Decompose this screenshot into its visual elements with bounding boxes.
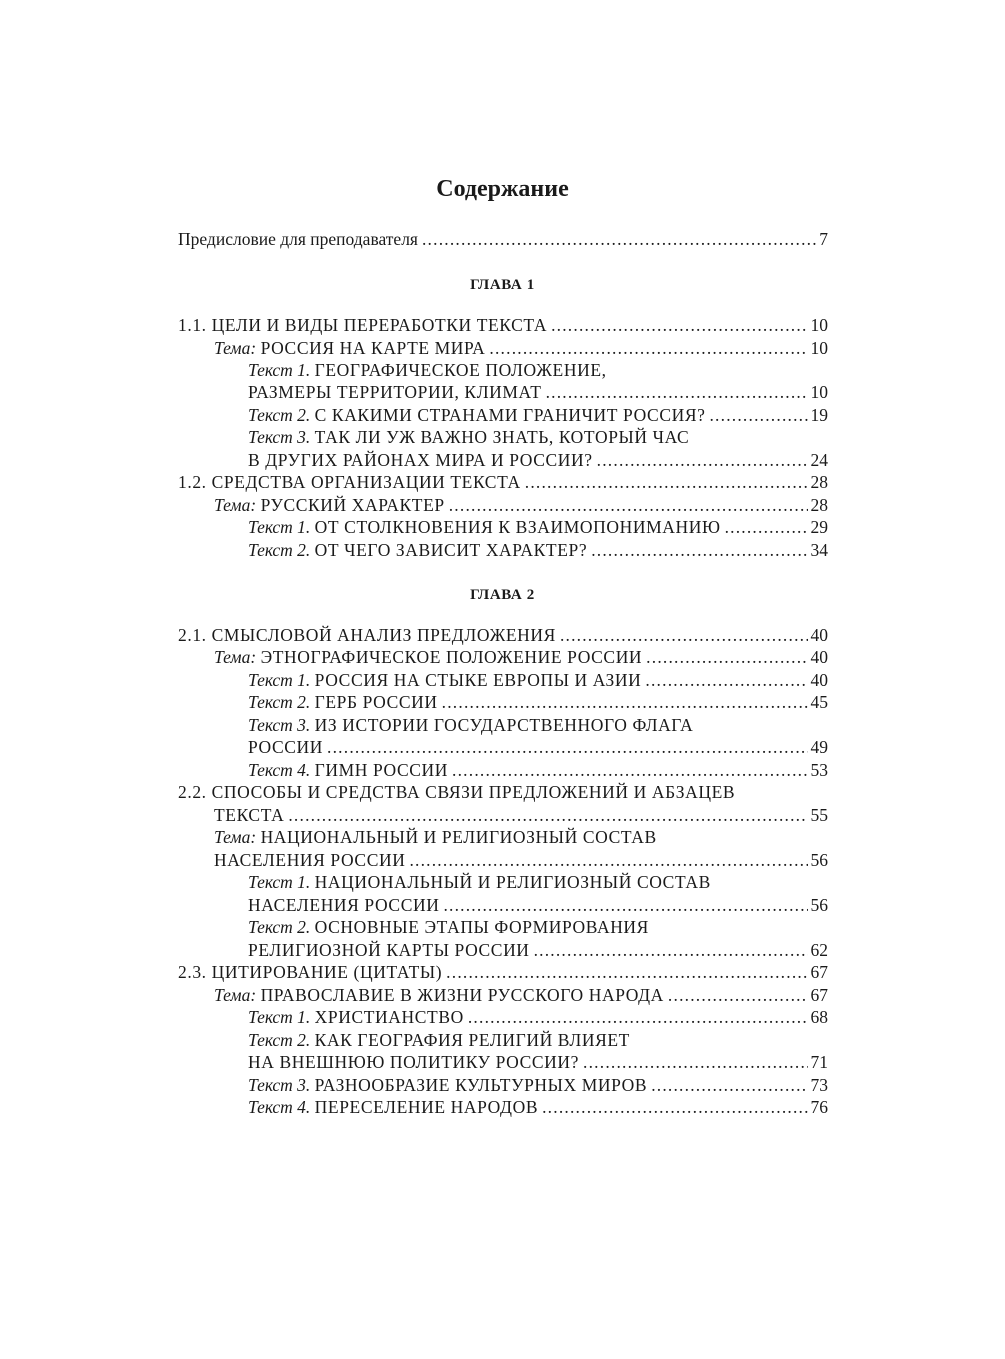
- toc-entry-text[interactable]: [248, 404, 828, 426]
- toc-entry-prefix: Текст 2.: [248, 917, 311, 937]
- toc-entry-label: НАЦИОНАЛЬНЫЙ И РЕЛИГИОЗНЫЙ СОСТАВ: [260, 827, 657, 847]
- toc-entry-text-line1[interactable]: [248, 871, 711, 893]
- toc-entry-label: КАК ГЕОГРАФИЯ РЕЛИГИЙ ВЛИЯЕТ: [314, 1030, 630, 1050]
- toc-entry-text[interactable]: [248, 759, 828, 781]
- toc-entry-section[interactable]: [178, 471, 828, 493]
- leader-dots: [449, 494, 808, 516]
- toc-entry-label: РОССИЯ НА КАРТЕ МИРА: [260, 338, 486, 358]
- toc-entry-text[interactable]: [248, 1006, 828, 1028]
- toc-entry-prefix: Текст 3.: [248, 715, 311, 735]
- toc-page-number: 71: [810, 1052, 828, 1072]
- toc-entry-label: РАЗМЕРЫ ТЕРРИТОРИИ, КЛИМАТ: [248, 382, 542, 402]
- toc-entry-topic[interactable]: [214, 849, 828, 871]
- leader-dots: [525, 471, 808, 493]
- toc-entry-topic[interactable]: [214, 646, 828, 668]
- toc-entry-prefix: Текст 1.: [248, 517, 311, 537]
- toc-entry-text-line1[interactable]: [248, 916, 649, 938]
- toc-page-number: 67: [810, 962, 828, 982]
- toc-entry-prefix: Текст 2.: [248, 405, 311, 425]
- toc-page-number: 10: [810, 338, 828, 358]
- toc-entry-label: ГЕРБ РОССИИ: [314, 692, 438, 712]
- toc-page-number: 24: [810, 450, 828, 470]
- toc-entry-prefix: Тема:: [214, 495, 257, 515]
- toc-entry-prefix: Тема:: [214, 827, 257, 847]
- toc-entry-topic-line1[interactable]: [214, 826, 657, 848]
- toc-entry-label: ПЕРЕСЕЛЕНИЕ НАРОДОВ: [314, 1097, 539, 1117]
- leader-dots: [327, 736, 807, 758]
- leader-dots: [534, 939, 808, 961]
- toc-entry-label: РУССКИЙ ХАРАКТЕР: [260, 495, 445, 515]
- toc-entry-topic[interactable]: [214, 337, 828, 359]
- toc-page-number: 76: [810, 1097, 828, 1117]
- toc-page-number: 45: [810, 692, 828, 712]
- toc-entry-label: 1.1. ЦЕЛИ И ВИДЫ ПЕРЕРАБОТКИ ТЕКСТА: [178, 315, 548, 335]
- toc-entry-prefix: Текст 3.: [248, 1075, 311, 1095]
- toc-entry-section[interactable]: [178, 314, 828, 336]
- leader-dots: [646, 646, 807, 668]
- toc-page-number: 29: [810, 517, 828, 537]
- toc-entry-section[interactable]: [178, 804, 828, 826]
- toc-entry-label: 1.2. СРЕДСТВА ОРГАНИЗАЦИИ ТЕКСТА: [178, 472, 521, 492]
- toc-entry-text[interactable]: [248, 516, 828, 538]
- toc-entry-label: НАСЕЛЕНИЯ РОССИИ: [248, 895, 440, 915]
- toc-entry-text[interactable]: [248, 381, 828, 403]
- toc-entry-label: ТАК ЛИ УЖ ВАЖНО ЗНАТЬ, КОТОРЫЙ ЧАС: [314, 427, 690, 447]
- toc-entry-text-line1[interactable]: [248, 1029, 630, 1051]
- toc-entry-text[interactable]: [248, 1051, 828, 1073]
- toc-page-number: 56: [810, 850, 828, 870]
- toc-page-number: 40: [810, 625, 828, 645]
- leader-dots: [288, 804, 807, 826]
- toc-page-number: 55: [810, 805, 828, 825]
- toc-entry-prefix: Текст 1.: [248, 1007, 311, 1027]
- leader-dots: [668, 984, 808, 1006]
- toc-entry-label: РОССИЯ НА СТЫКЕ ЕВРОПЫ И АЗИИ: [314, 670, 642, 690]
- toc-entry-label: ИЗ ИСТОРИИ ГОСУДАРСТВЕННОГО ФЛАГА: [314, 715, 694, 735]
- toc-page-number: 62: [810, 940, 828, 960]
- toc-page-number: 7: [819, 229, 828, 249]
- leader-dots: [489, 337, 807, 359]
- leader-dots: [468, 1006, 808, 1028]
- toc-entry-prefix: Текст 4.: [248, 760, 311, 780]
- toc-entry-text[interactable]: [248, 736, 828, 758]
- toc-entry-prefix: Тема:: [214, 338, 257, 358]
- leader-dots: [409, 849, 807, 871]
- toc-entry-section-line1[interactable]: [178, 781, 735, 803]
- toc-entry-label: ГИМН РОССИИ: [314, 760, 449, 780]
- toc-entry-label: 2.3. ЦИТИРОВАНИЕ (ЦИТАТЫ): [178, 962, 443, 982]
- toc-page-number: 28: [810, 495, 828, 515]
- leader-dots: [542, 1096, 807, 1118]
- toc-entry-label: ХРИСТИАНСТВО: [314, 1007, 464, 1027]
- toc-entry-prefix: Текст 1.: [248, 872, 311, 892]
- toc-entry-label: РЕЛИГИОЗНОЙ КАРТЫ РОССИИ: [248, 940, 530, 960]
- leader-dots: [546, 381, 808, 403]
- toc-entry-label: ГЕОГРАФИЧЕСКОЕ ПОЛОЖЕНИЕ,: [314, 360, 607, 380]
- toc-entry-label: НАЦИОНАЛЬНЫЙ И РЕЛИГИОЗНЫЙ СОСТАВ: [314, 872, 711, 892]
- toc-entry-text[interactable]: [248, 894, 828, 916]
- toc-page-number: 67: [810, 985, 828, 1005]
- leader-dots: [560, 624, 808, 646]
- toc-entry-preface[interactable]: [178, 228, 828, 250]
- toc-entry-prefix: Текст 1.: [248, 670, 311, 690]
- toc-entry-label: РАЗНООБРАЗИЕ КУЛЬТУРНЫХ МИРОВ: [314, 1075, 648, 1095]
- page-title: Содержание: [436, 176, 569, 202]
- toc-entry-prefix: Тема:: [214, 647, 257, 667]
- toc-entry-label: В ДРУГИХ РАЙОНАХ МИРА И РОССИИ?: [248, 450, 593, 470]
- leader-dots: [443, 894, 807, 916]
- toc-entry-label: ПРАВОСЛАВИЕ В ЖИЗНИ РУССКОГО НАРОДА: [260, 985, 664, 1005]
- leader-dots: [725, 516, 808, 538]
- chapter-heading-2: ГЛАВА 2: [470, 587, 535, 603]
- toc-entry-label: ЭТНОГРАФИЧЕСКОЕ ПОЛОЖЕНИЕ РОССИИ: [260, 647, 643, 667]
- leader-dots: [597, 449, 808, 471]
- toc-entry-text[interactable]: [248, 539, 828, 561]
- leader-dots: [583, 1051, 807, 1073]
- toc-page-number: 19: [810, 405, 828, 425]
- toc-entry-label: Предисловие для преподавателя: [178, 229, 418, 249]
- toc-page-number: 34: [810, 540, 828, 560]
- toc-page-number: 68: [810, 1007, 828, 1027]
- toc-entry-label: С КАКИМИ СТРАНАМИ ГРАНИЧИТ РОССИЯ?: [314, 405, 706, 425]
- toc-entry-topic[interactable]: [214, 494, 828, 516]
- toc-entry-text[interactable]: [248, 1096, 828, 1118]
- toc-entry-label: 2.1. СМЫСЛОВОЙ АНАЛИЗ ПРЕДЛОЖЕНИЯ: [178, 625, 556, 645]
- toc-entry-prefix: Текст 3.: [248, 427, 311, 447]
- leader-dots: [446, 961, 807, 983]
- toc-entry-text-line1[interactable]: [248, 714, 693, 736]
- toc-entry-text-line1[interactable]: [248, 426, 689, 448]
- toc-entry-section[interactable]: [178, 624, 828, 646]
- toc-entry-text[interactable]: [248, 1074, 828, 1096]
- chapter-heading-1: ГЛАВА 1: [470, 277, 535, 293]
- toc-page-number: 40: [810, 670, 828, 690]
- toc-entry-text[interactable]: [248, 449, 828, 471]
- toc-page-number: 73: [810, 1075, 828, 1095]
- toc-page-number: 40: [810, 647, 828, 667]
- toc-entry-prefix: Текст 2.: [248, 540, 311, 560]
- leader-dots: [651, 1074, 807, 1096]
- toc-entry-text[interactable]: [248, 669, 828, 691]
- leader-dots: [709, 404, 807, 426]
- leader-dots: [422, 228, 816, 250]
- toc-page-number: 56: [810, 895, 828, 915]
- toc-entry-topic[interactable]: [214, 984, 828, 1006]
- toc-entry-text[interactable]: [248, 691, 828, 713]
- toc-entry-label: ОТ СТОЛКНОВЕНИЯ К ВЗАИМОПОНИМАНИЮ: [314, 517, 721, 537]
- toc-entry-prefix: Текст 2.: [248, 1030, 311, 1050]
- toc-page-number: 28: [810, 472, 828, 492]
- toc-entry-section[interactable]: [178, 961, 828, 983]
- leader-dots: [645, 669, 807, 691]
- toc-entry-label: ОТ ЧЕГО ЗАВИСИТ ХАРАКТЕР?: [314, 540, 588, 560]
- toc-page-number: 10: [810, 315, 828, 335]
- toc-entry-prefix: Тема:: [214, 985, 257, 1005]
- leader-dots: [442, 691, 808, 713]
- leader-dots: [452, 759, 807, 781]
- toc-entry-label: 2.2. СПОСОБЫ И СРЕДСТВА СВЯЗИ ПРЕДЛОЖЕНИЙ И АБЗАЦЕВ: [178, 782, 736, 802]
- toc-page-number: 49: [810, 737, 828, 757]
- toc-page-number: 10: [810, 382, 828, 402]
- toc-entry-label: НАСЕЛЕНИЯ РОССИИ: [214, 850, 406, 870]
- toc-entry-label: ОСНОВНЫЕ ЭТАПЫ ФОРМИРОВАНИЯ: [314, 917, 649, 937]
- toc-entry-text[interactable]: [248, 939, 828, 961]
- toc-entry-prefix: Текст 1.: [248, 360, 311, 380]
- toc-page-number: 53: [810, 760, 828, 780]
- toc-entry-prefix: Текст 4.: [248, 1097, 311, 1117]
- toc-entry-prefix: Текст 2.: [248, 692, 311, 712]
- toc-entry-label: ТЕКСТА: [214, 805, 285, 825]
- toc-entry-label: РОССИИ: [248, 737, 324, 757]
- toc-entry-label: НА ВНЕШНЮЮ ПОЛИТИКУ РОССИИ?: [248, 1052, 580, 1072]
- leader-dots: [551, 314, 807, 336]
- toc-entry-text-line1[interactable]: [248, 359, 607, 381]
- leader-dots: [591, 539, 807, 561]
